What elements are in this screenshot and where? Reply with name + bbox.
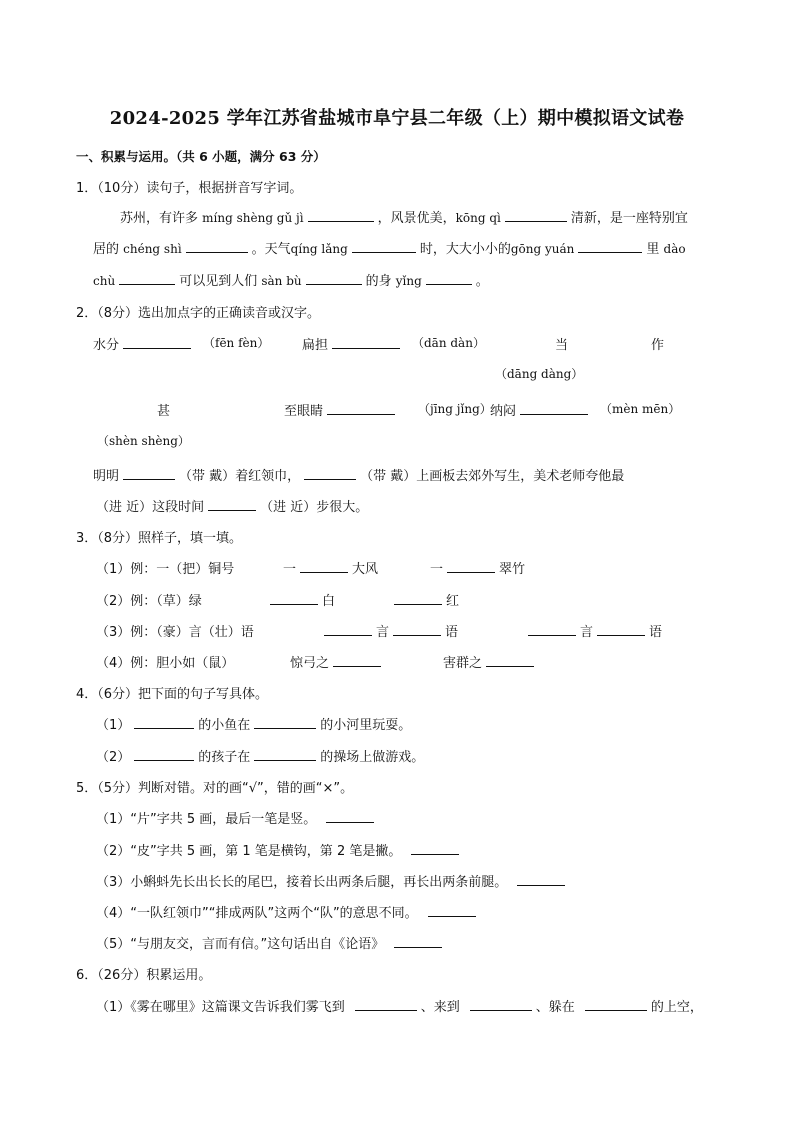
q1-line-1: 苏州，有许多 míng shèng gǔ jì ，风景优美，kōng qì 清新，是一座特别宜	[120, 211, 688, 226]
q5-item-4: （4）“一队红领巾”“排成两队”这两个“队”的意思不同。	[96, 902, 480, 921]
answer-blank[interactable]	[585, 998, 647, 1011]
q3-row-1-fill-2: 一 翠竹	[430, 562, 526, 577]
q2-option-1: （fēn fèn）	[203, 336, 270, 350]
q5-item-3: （3）小蝌蚪先长出长长的尾巴，接着长出两条后腿，再长出两条前腿。	[96, 871, 569, 890]
q3-row-3-fill: 言 语	[320, 621, 458, 640]
q6-row-1: （1）《雾在哪里》这篇课文告诉我们雾飞到 、来到 、躲在 的上空，	[96, 1000, 703, 1015]
q4-row-2: （2） 的孩子在 的操场上做游戏。	[96, 750, 425, 765]
q2-option-2: （dān dàn）	[412, 336, 485, 350]
question-6-heading: 6．（26分）积累运用。	[76, 968, 212, 983]
q5-item-5: （5）“与朋友交，言而有信。”这句话出自《论语》	[96, 933, 446, 952]
answer-blank[interactable]	[355, 998, 417, 1011]
answer-blank[interactable]	[520, 402, 588, 415]
answer-blank[interactable]	[324, 623, 372, 636]
section-heading: 一、积累与运用。（共 6 小题，满分 63 分）	[76, 149, 326, 164]
q3-row-2: （2）例：（草）绿	[96, 594, 202, 609]
answer-blank[interactable]	[333, 654, 381, 667]
q3-row-3: （3）例：（豪）言（壮）语	[96, 625, 254, 640]
answer-blank[interactable]	[123, 467, 175, 480]
q3-row-4-fill: 惊弓之	[290, 652, 385, 671]
q5-item-2: （2）“皮”字共 5 画，第 1 笔是横钩，第 2 笔是撇。	[96, 840, 463, 859]
answer-blank[interactable]	[394, 592, 442, 605]
q3-row-4-fill-2: 害群之	[443, 652, 538, 671]
answer-blank[interactable]	[411, 842, 459, 855]
q2-sentence-2: （进 近）这段时间 （进 近）步很大。	[96, 500, 369, 515]
q1-line-3: chù 可以见到人们 sàn bù 的身 yǐng 。	[93, 274, 489, 289]
q2-option-5: （shèn shèng）	[97, 434, 190, 448]
q2-option-3: （dāng dàng）	[495, 367, 584, 381]
q2-char-shen: 甚	[157, 404, 171, 419]
answer-blank[interactable]	[134, 748, 194, 761]
answer-blank[interactable]	[254, 716, 316, 729]
answer-blank[interactable]	[308, 209, 374, 222]
q2-item-2: 扁担	[302, 334, 404, 353]
answer-blank[interactable]	[119, 272, 175, 285]
q2-char-dang: 当	[555, 338, 569, 353]
answer-blank[interactable]	[426, 272, 472, 285]
question-3-heading: 3．（8分）照样子，填一填。	[76, 531, 243, 546]
answer-blank[interactable]	[186, 240, 248, 253]
q3-row-1-fill: 一 大风	[283, 562, 379, 577]
exam-title: 2024-2025 学年江苏省盐城市阜宁县二年级（上）期中模拟语文试卷	[109, 108, 685, 129]
answer-blank[interactable]	[300, 560, 348, 573]
q3-row-1: （1）例：一（把）铜号	[96, 562, 235, 577]
q2-item-6: 至眼睛	[284, 400, 399, 419]
question-4-heading: 4．（6分）把下面的句子写具体。	[76, 687, 269, 702]
q2-option-7: （mèn mēn）	[600, 402, 681, 416]
q3-row-3-fill-2: 言 语	[524, 621, 662, 640]
question-5-heading: 5．（5分）判断对错。对的画“√”，错的画“×”。	[76, 781, 354, 796]
question-2-heading: 2．（8分）选出加点字的正确读音或汉字。	[76, 306, 321, 321]
q1-line-2: 居的 chéng shì 。天气qíng lǎng 时，大大小小的gōng yuán 里 dào	[93, 242, 686, 257]
answer-blank[interactable]	[134, 716, 194, 729]
answer-blank[interactable]	[306, 272, 362, 285]
answer-blank[interactable]	[517, 873, 565, 886]
answer-blank[interactable]	[304, 467, 356, 480]
answer-blank[interactable]	[428, 904, 476, 917]
answer-blank[interactable]	[447, 560, 495, 573]
answer-blank[interactable]	[597, 623, 645, 636]
question-1-heading: 1．（10分）读句子，根据拼音写字词。	[76, 181, 303, 196]
q4-row-1: （1） 的小鱼在 的小河里玩耍。	[96, 718, 412, 733]
answer-blank[interactable]	[505, 209, 567, 222]
answer-blank[interactable]	[486, 654, 534, 667]
answer-blank[interactable]	[254, 748, 316, 761]
answer-blank[interactable]	[270, 592, 318, 605]
q3-row-2-fill-2: 红	[390, 590, 459, 609]
answer-blank[interactable]	[332, 336, 400, 349]
q2-option-6: （jīng jǐng）	[418, 402, 492, 416]
q5-item-1: （1）“片”字共 5 画，最后一笔是竖。	[96, 808, 378, 827]
q2-char-zuo: 作	[651, 338, 665, 353]
answer-blank[interactable]	[470, 998, 532, 1011]
q2-sentence-1: 明明 （带 戴）着红领巾， （带 戴）上画板去郊外写生，美术老师夸他最	[93, 469, 625, 484]
answer-blank[interactable]	[394, 935, 442, 948]
q3-row-2-fill: 白	[266, 590, 335, 609]
answer-blank[interactable]	[123, 336, 191, 349]
answer-blank[interactable]	[326, 810, 374, 823]
answer-blank[interactable]	[393, 623, 441, 636]
answer-blank[interactable]	[352, 240, 416, 253]
answer-blank[interactable]	[528, 623, 576, 636]
answer-blank[interactable]	[578, 240, 642, 253]
answer-blank[interactable]	[327, 402, 395, 415]
answer-blank[interactable]	[208, 498, 256, 511]
q2-item-1: 水分	[93, 334, 195, 353]
q3-row-4: （4）例：胆小如（鼠）	[96, 656, 235, 671]
q2-item-7: 纳闷	[490, 400, 592, 419]
